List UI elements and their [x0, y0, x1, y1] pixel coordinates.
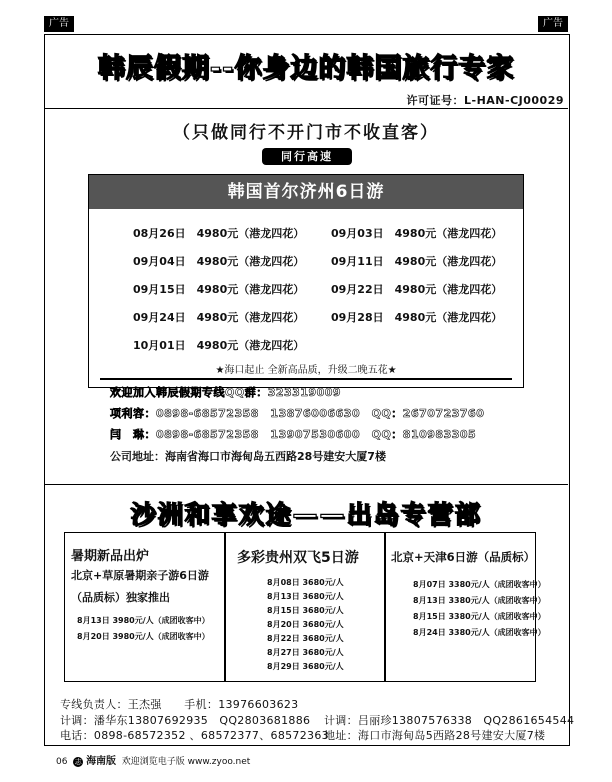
contact-yan: 闫 琳：0898-68572358 13907530600 QQ：810983305: [110, 428, 477, 441]
date-item: 09月22日 4980元（港龙四花）: [331, 283, 503, 296]
col3-price: 8月24日 3380元/人（成团收客中）: [413, 628, 546, 637]
contact-divider: [100, 378, 512, 380]
date-item: 09月04日 4980元（港龙四花）: [133, 255, 305, 268]
col1-price: 8月20日 3980元/人（成团收客中）: [77, 632, 210, 641]
date-item: 10月01日 4980元（港龙四花）: [133, 339, 305, 352]
footer-op1: 计调：潘华东13807692935 QQ2803681886: [60, 714, 311, 727]
col1-box: [64, 532, 226, 682]
col2-price: 8月08日 3680元/人: [267, 578, 344, 587]
footer-phone: 电话：0898-68572352 、68572377、68572363: [60, 729, 329, 742]
contact-xiang: 项利容：0898-68572358 13876006630 QQ：2670723760: [110, 407, 485, 420]
section2-title: 沙洲和享欢途——出岛专营部: [130, 500, 482, 529]
company-address: 公司地址：海南省海口市海甸岛五西路28号建安大厦7楼: [110, 450, 386, 463]
ad-label-right: 广告: [538, 16, 568, 32]
tour-note: ★海口起止 全新高品质，升级二晚五花★: [215, 365, 397, 376]
col2-price: 8月13日 3680元/人: [267, 592, 344, 601]
qq-group: 欢迎加入韩辰假期专线QQ群：323319009: [110, 386, 342, 399]
edition-name: 海南版: [86, 756, 117, 767]
col2-box: [224, 532, 386, 682]
col2-price: 8月27日 3680元/人: [267, 648, 344, 657]
edition-logo-icon: 志: [74, 757, 82, 766]
license-number: 许可证号：L-HAN-CJ00029: [406, 94, 564, 107]
footer-op2: 计调：吕丽珍13807576338 QQ2861654544: [324, 714, 575, 727]
col1-heading: 暑期新品出炉: [71, 549, 150, 564]
date-item: 09月15日 4980元（港龙四花）: [133, 283, 305, 296]
agency-title: 韩辰假期--你身边的韩国旅行专家: [97, 53, 515, 84]
col2-price: 8月20日 3680元/人: [267, 620, 344, 629]
col3-price: 8月15日 3380元/人（成团收客中）: [413, 612, 546, 621]
slogan: （只做同行不开门市不收直客）: [173, 123, 439, 143]
col1-price: 8月13日 3980元/人（成团收客中）: [77, 616, 210, 625]
date-item: 09月11日 4980元（港龙四花）: [331, 255, 503, 268]
date-item: 09月28日 4980元（港龙四花）: [331, 311, 503, 324]
col2-title: 多彩贵州双飞5日游: [237, 550, 359, 566]
col3-title: 北京+天津6日游（品质标）: [391, 550, 536, 564]
tour-title: 韩国首尔济州6日游: [89, 175, 523, 209]
col2-price: 8月15日 3680元/人: [267, 606, 344, 615]
col1-tag: （品质标）独家推出: [71, 591, 170, 604]
section-divider: [44, 484, 568, 485]
col3-price: 8月13日 3380元/人（成团收客中）: [413, 596, 546, 605]
divider: [44, 108, 568, 109]
page-footer: [56, 752, 250, 767]
ad-label-left: 广告: [44, 16, 74, 32]
col3-box: [384, 532, 546, 682]
col2-price: 8月29日 3680元/人: [267, 662, 344, 671]
col2-price: 8月22日 3680元/人: [267, 634, 344, 643]
tour-box: [88, 174, 524, 388]
site-text: 欢迎浏览电子版 www.zyoo.net: [121, 757, 251, 767]
page-number: 06: [56, 757, 68, 767]
badge: 同行高速: [262, 148, 352, 165]
col1-product: 北京+草原暑期亲子游6日游: [71, 569, 209, 582]
date-item: 09月03日 4980元（港龙四花）: [331, 227, 503, 240]
date-item: 09月24日 4980元（港龙四花）: [133, 311, 305, 324]
date-item: 08月26日 4980元（港龙四花）: [133, 227, 305, 240]
col3-price: 8月07日 3380元/人（成团收客中）: [413, 580, 546, 589]
footer-manager: 专线负责人：王杰强 手机：13976603623: [60, 698, 299, 711]
footer-address: 地址：海口市海甸岛5西路28号建安大厦7楼: [324, 729, 546, 742]
